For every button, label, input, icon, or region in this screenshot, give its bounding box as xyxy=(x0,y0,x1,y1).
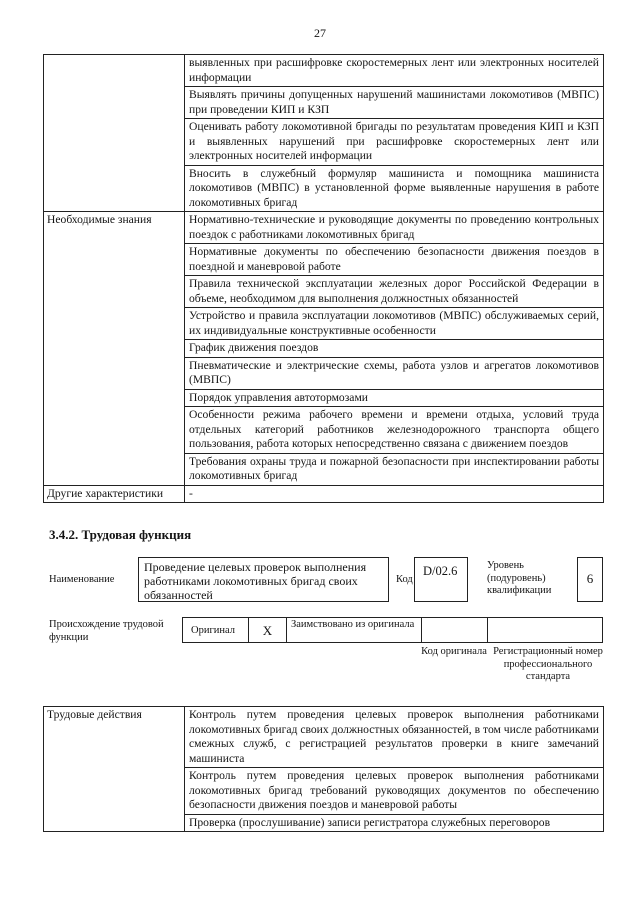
skill-row: Выявлять причины допущенных нарушений машинистами локомотивов (МВПС) при проведении КИП и КЗП xyxy=(185,87,604,119)
function-code-box: D/02.6 xyxy=(414,557,468,602)
reg-number-caption: Регистрационный номер профессионального стандарта xyxy=(493,646,603,682)
knowledge-row: Нормативно-технические и руководящие документы по проведению контрольных поездок с работниками локомотивных бригад xyxy=(185,212,604,244)
origin-label: Происхождение трудовой функции xyxy=(49,619,164,643)
code-original-caption: Код оригинала xyxy=(421,646,487,657)
other-label: Другие характеристики xyxy=(44,485,185,503)
borrowed-label: Заимствовано из оригинала xyxy=(287,618,422,642)
other-value: - xyxy=(185,485,604,503)
knowledge-row: Нормативные документы по обеспечению безопасности движения поездов в поездной и маневровой работе xyxy=(185,244,604,276)
original-mark: X xyxy=(249,618,287,642)
action-row: Контроль путем проведения целевых проверок выполнения работниками локомотивных бригад требований руководящих документов по обеспечению безопасности движения поездов и маневровой работы xyxy=(185,768,604,815)
level-value-box: 6 xyxy=(577,557,603,602)
actions-label: Трудовые действия xyxy=(44,707,185,832)
level-label: Уровень (подуровень) квалификации xyxy=(487,560,552,596)
reg-number-cell xyxy=(488,618,602,642)
code-original-cell xyxy=(422,618,488,642)
knowledge-row: Особенности режима рабочего времени и времени отдыха, условий труда отдельных категорий работников железнодорожного транспорта общего пользования, работа которых непосредственно связана с движением поездов xyxy=(185,407,604,454)
knowledge-label: Необходимые знания xyxy=(44,212,185,486)
action-row: Контроль путем проведения целевых проверок выполнения работниками локомотивных бригад своих должностных обязанностей, в том числе работниками смежных служб, с регистрацией результатов проверки в книге замечаний машиниста xyxy=(185,707,604,768)
code-label: Код xyxy=(396,574,413,585)
knowledge-row: Пневматические и электрические схемы, работа узлов и агрегатов локомотивов (МВПС) xyxy=(185,357,604,389)
labor-actions-table xyxy=(43,706,604,832)
skill-row: Вносить в служебный формуляр машиниста и помощника машиниста локомотивов (МВПС) в установленной форме выявленные нарушения в работе локомотивных бригад xyxy=(185,165,604,212)
name-label: Наименование xyxy=(49,574,115,585)
skills-knowledge-table xyxy=(43,54,604,503)
knowledge-row: Устройство и правила эксплуатации локомотивов (МВПС) обслуживаемых серий, их индивидуальные конструктивные особенности xyxy=(185,308,604,340)
action-row: Проверка (прослушивание) записи регистратора служебных переговоров xyxy=(185,814,604,832)
knowledge-row: График движения поездов xyxy=(185,340,604,358)
skill-row: Оценивать работу локомотивной бригады по результатам проведения КИП и КЗП и выявленных нарушений при расшифровке скоростемерных лент или электронных носителей информации xyxy=(185,119,604,166)
knowledge-row: Правила технической эксплуатации железных дорог Российской Федерации в объеме, необходимом для выполнения должностных обязанностей xyxy=(185,276,604,308)
original-label: Оригинал xyxy=(183,618,249,642)
empty-label-cell xyxy=(44,55,185,212)
page-number: 27 xyxy=(314,26,326,40)
knowledge-row: Порядок управления автотормозами xyxy=(185,389,604,407)
section-title: 3.4.2. Трудовая функция xyxy=(49,527,192,542)
origin-table xyxy=(182,617,603,643)
knowledge-row: Требования охраны труда и пожарной безопасности при инспектировании работы локомотивных бригад xyxy=(185,453,604,485)
skill-row: выявленных при расшифровке скоростемерных лент или электронных носителей информации xyxy=(185,55,604,87)
function-name-box: Проведение целевых проверок выполнения работниками локомотивных бригад своих обязанностей xyxy=(138,557,389,602)
